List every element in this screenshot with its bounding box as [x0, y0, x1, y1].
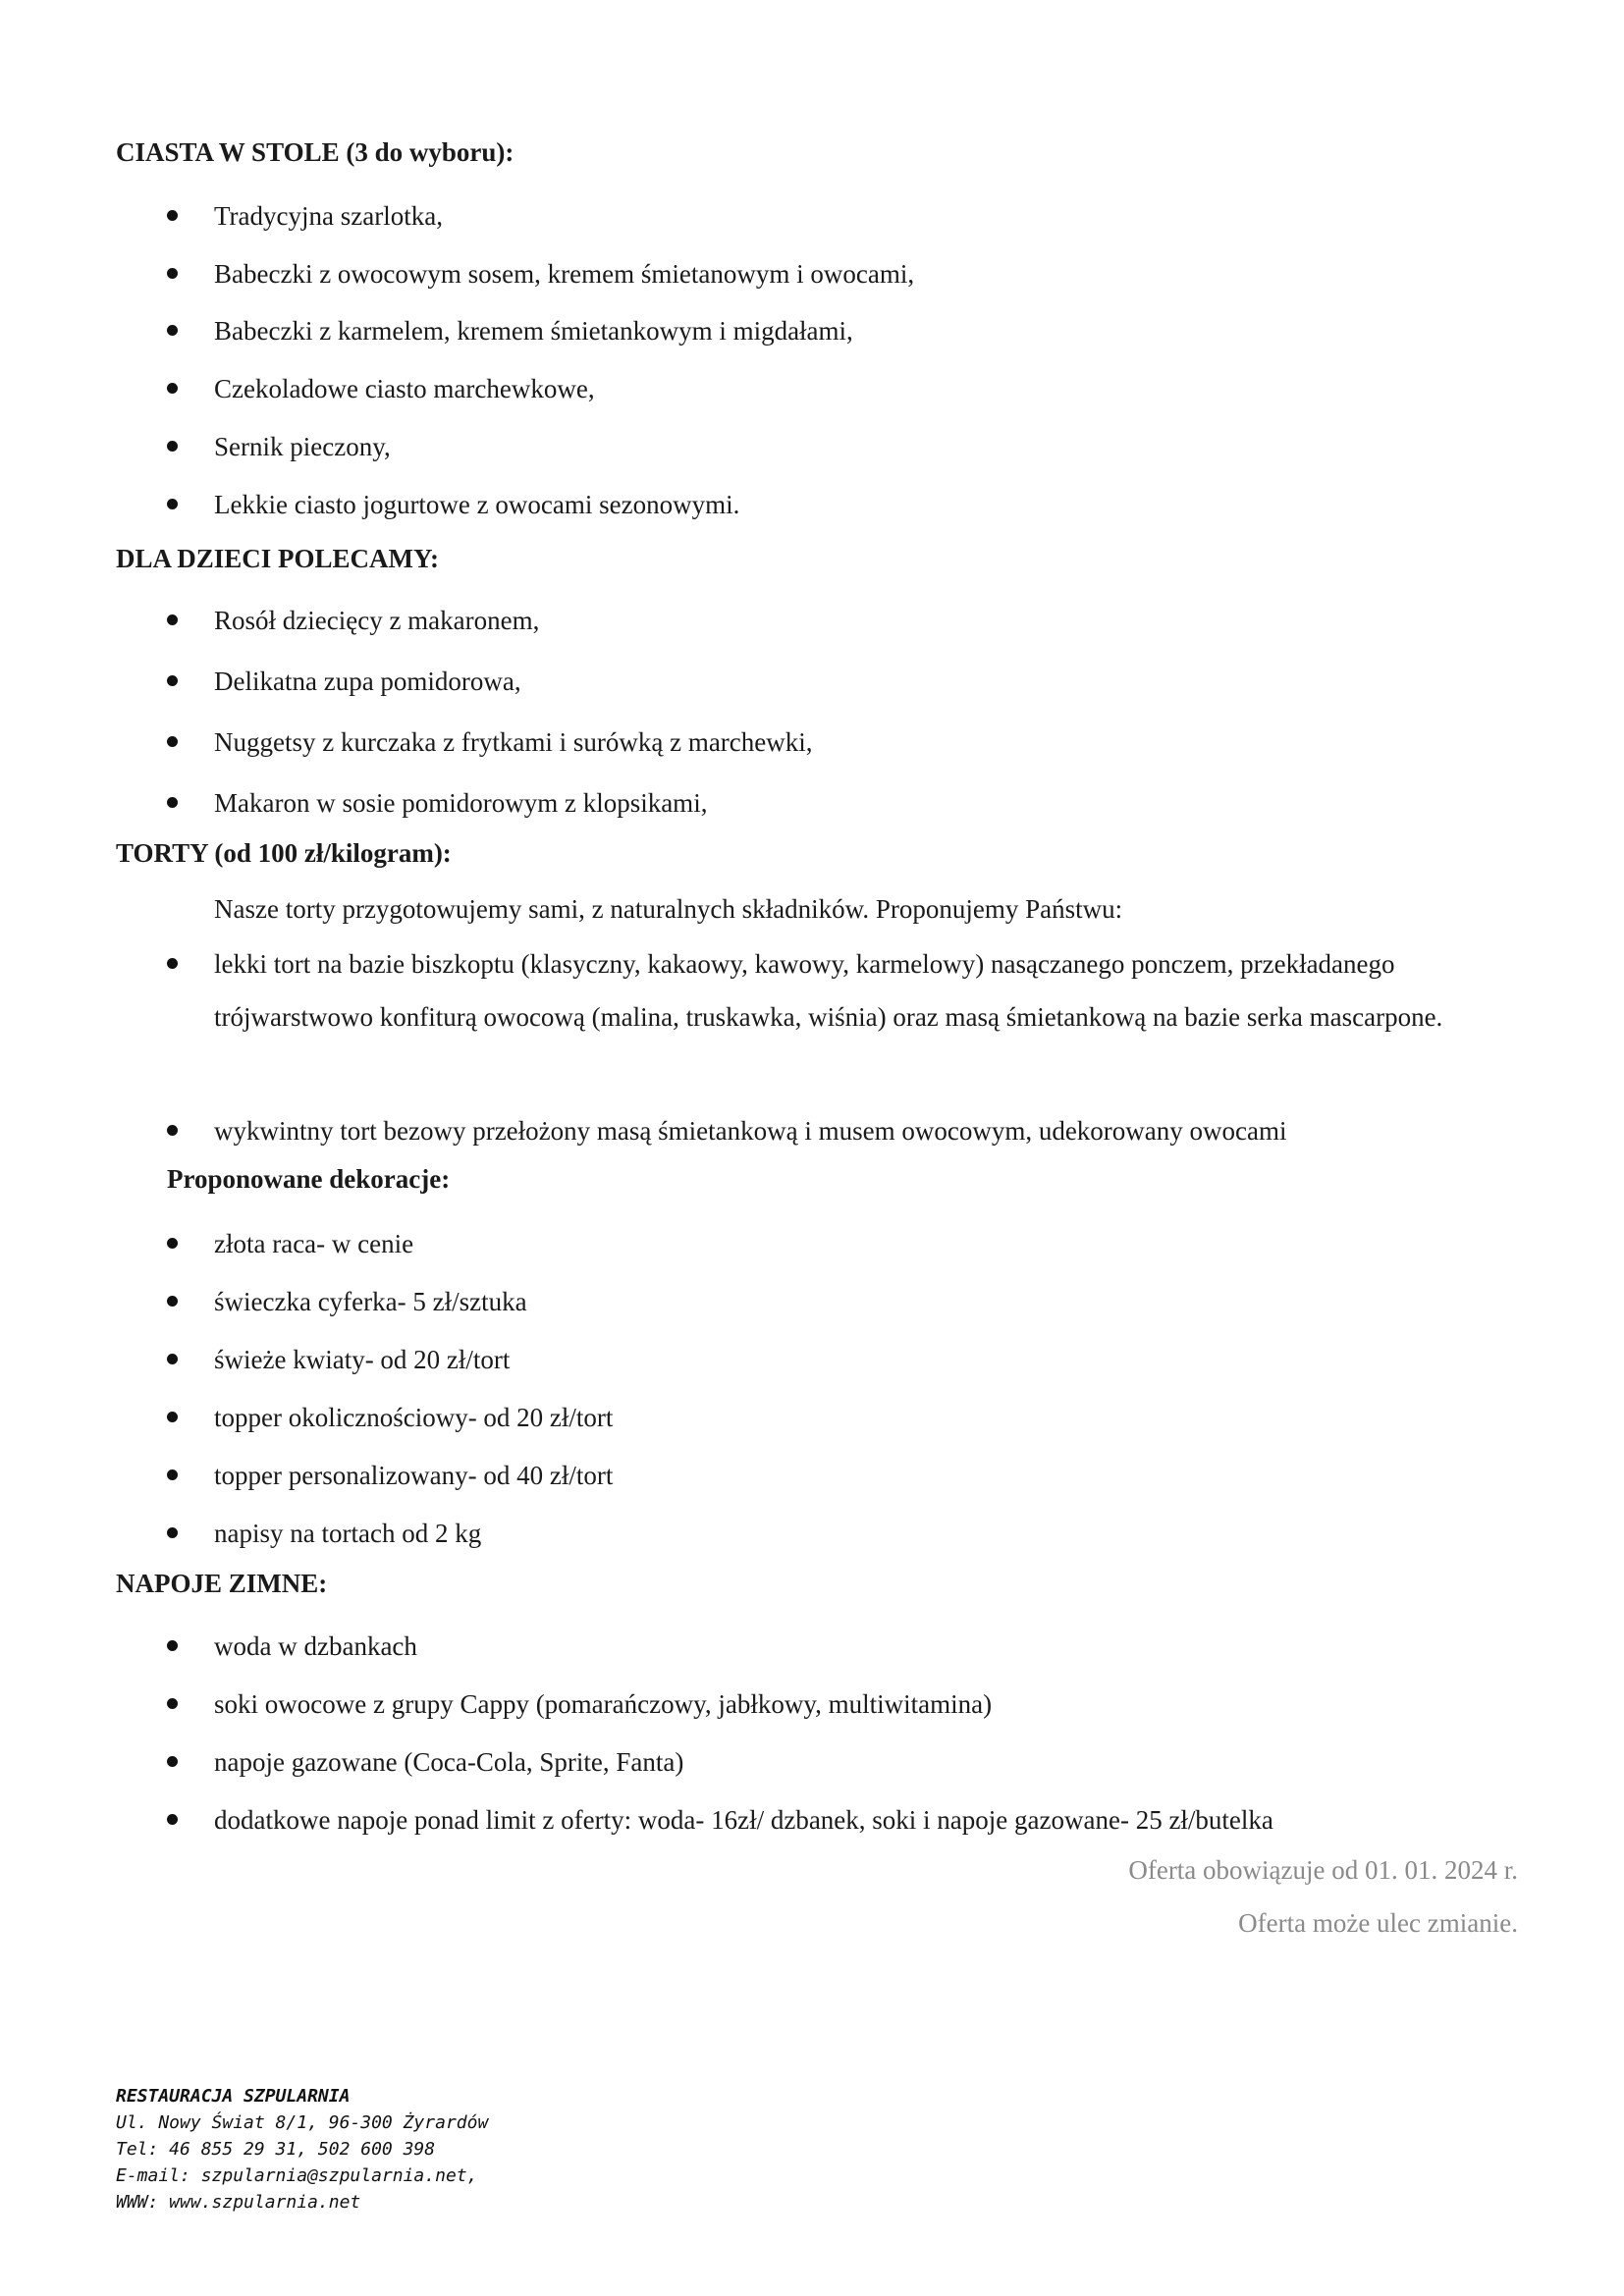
bullet-icon [167, 1698, 178, 1709]
bullet-icon [167, 1527, 178, 1538]
bullet-icon [167, 210, 178, 221]
footer-email: E-mail: szpularnia@szpularnia.net, [116, 2165, 478, 2186]
bullet-icon [167, 383, 178, 394]
bullet-icon [167, 1412, 178, 1422]
bullet-icon [167, 675, 178, 686]
section-heading-kids: DLA DZIECI POLECAMY: [116, 544, 440, 573]
bullet-icon [167, 797, 178, 808]
section-heading-torty: TORTY (od 100 zł/kilogram): [116, 838, 452, 868]
bullet-icon [167, 1296, 178, 1307]
document-page: CIASTA W STOLE (3 do wyboru): Tradycyjna szarlotka, Babeczki z owocowym sosem, kremem śmietanowym i owocami, Babeczki z karmelem, kremem śmietankowym i migdałami, Czekoladowe ciasto marchewkowe, Sernik pieczony, Lekkie ciasto jogurtowe z owocami sezonowymi. DLA DZIECI POLECAMY: Rosół dziecięcy z makaronem, Delikatna zupa pomidorowa, Nuggetsy z kurczaka z frytkami i surówką z marchewki, Makaron w sosie pomidorowym z klopsikami, TORTY (od 100 zł/kilogram): Nasze torty przygotowujemy sami, z naturalnych składników. Proponujemy Państwu: lekki tort na bazie biszkoptu (klasyczny, kakaowy, kawowy, karmelowy) nasączanego ponczem, przekładanego trójwarstwowo konfiturą owocową (malina, truskawka, wiśnia) oraz masą śmietankową na bazie serka mascarpone. wykwintny tort bezowy przełożony masą śmietankową i musem owocowym, udekorowany owocami Proponowane dekoracje: złota raca- w cenie świeczka cyferka- 5 zł/sztuka świeże kwiaty- od 20 zł/tort topper okolicznościowy- od 20 zł/tort topper personalizowany- od 40 zł/tort napisy na tortach od 2 kg NAPOJE ZIMNE: woda w dzbankach soki owocowe z grupy Cappy (pomarańczowy, jabłkowy, multiwitamina) napoje gazowane (Coca-Cola, Sprite, Fanta) dodatkowe napoje ponad limit z oferty: woda- 16zł/ dzbanek, soki i napoje gazowane- 25 zł/butelka Oferta obowiązuje od 01. 01. 2024 r. Oferta może ulec zmianie. RESTAURACJA SZPULARNIA Ul. Nowy Świat 8/1, 96-300 Żyrardów Tel: 46 855 29 31, 502 600 398 E-mail: szpularnia@szpularnia.net, WWW: www.szpularnia.net [0, 0, 1624, 2296]
bullet-icon [167, 958, 178, 969]
bullet-icon [167, 1814, 178, 1825]
footer-www: WWW: www.szpularnia.net [116, 2192, 361, 2213]
offer-change-note: Oferta może ulec zmianie. [1238, 1908, 1518, 1938]
bullet-icon [167, 268, 178, 279]
bullet-icon [167, 1125, 178, 1136]
torty-intro: Nasze torty przygotowujemy sami, z naturalnych składników. Proponujemy Państwu: [214, 894, 1123, 924]
bullet-icon [167, 736, 178, 747]
footer-phone: Tel: 46 855 29 31, 502 600 398 [116, 2139, 436, 2160]
section-heading-drinks: NAPOJE ZIMNE: [116, 1569, 328, 1598]
restaurant-name: RESTAURACJA SZPULARNIA [116, 2086, 351, 2107]
bullet-icon [167, 1640, 178, 1651]
bullet-icon [167, 441, 178, 452]
bullet-icon [167, 499, 178, 509]
section-heading-cakes: CIASTA W STOLE (3 do wyboru): [116, 137, 514, 167]
decorations-heading: Proponowane dekoracje: [167, 1164, 451, 1194]
bullet-icon [167, 325, 178, 336]
bullet-icon [167, 614, 178, 625]
footer-contact [116, 2083, 488, 2216]
offer-valid-note: Oferta obowiązuje od 01. 01. 2024 r. [1128, 1855, 1518, 1885]
bullet-icon [167, 1354, 178, 1364]
footer-address: Ul. Nowy Świat 8/1, 96-300 Żyrardów [116, 2112, 489, 2133]
bullet-icon [167, 1756, 178, 1767]
bullet-icon [167, 1469, 178, 1480]
bullet-icon [167, 1238, 178, 1249]
